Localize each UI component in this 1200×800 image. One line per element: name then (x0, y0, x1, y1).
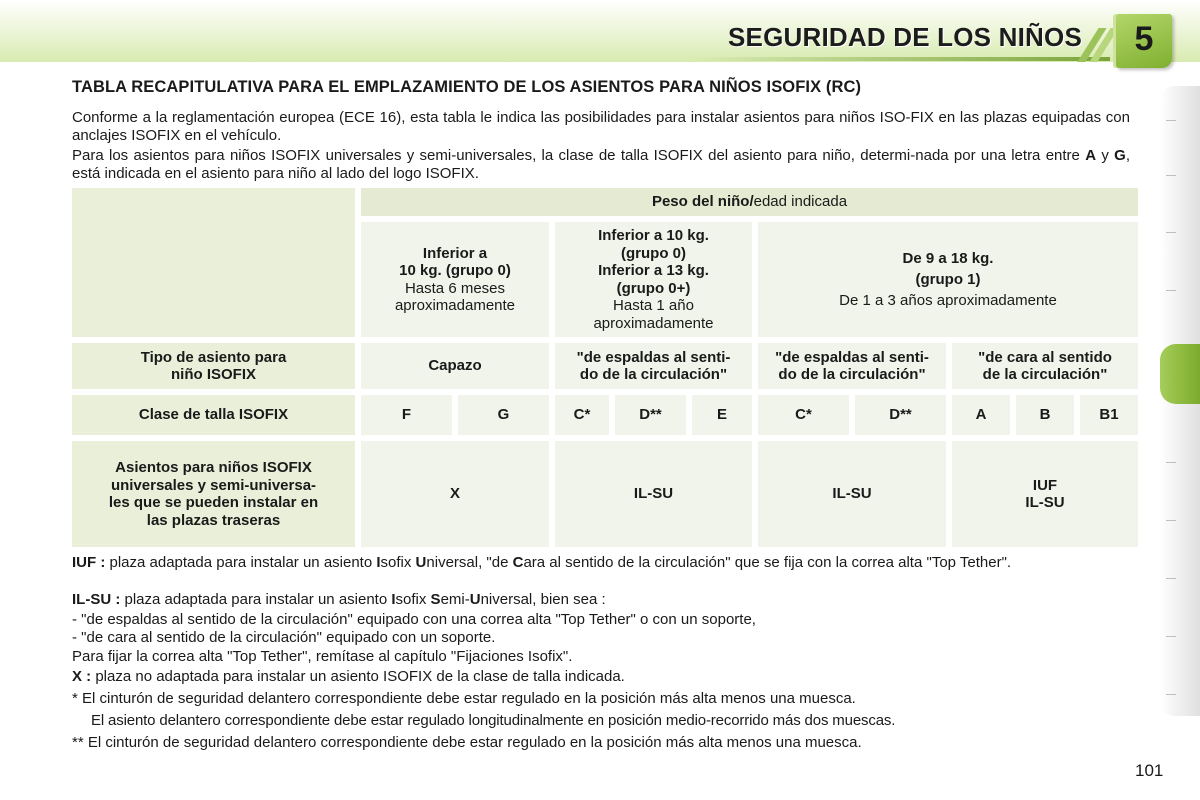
chapter-index-tick (1166, 462, 1176, 463)
text-run: sofix (395, 591, 431, 608)
text-run: A (1085, 147, 1097, 164)
chapter-index-tick (1166, 290, 1176, 291)
size-class-cell: A (952, 395, 1010, 435)
size-class-label: Clase de talla ISOFIX (72, 395, 355, 435)
cell-line: aproximadamente (593, 314, 714, 332)
cell-line: universales y semi-universa- (110, 476, 317, 494)
rear-value-cell (555, 441, 752, 547)
table-corner-cell (72, 188, 355, 337)
cell-line: Tipo de asiento para (140, 348, 287, 366)
seat-type-label (72, 343, 355, 389)
cell-line: niño ISOFIX (171, 366, 256, 383)
rear-value-cell (361, 441, 549, 547)
rear-value-cell (758, 441, 946, 547)
cell-line: Inferior a 10 kg. (598, 227, 709, 244)
text-run: IL-SU : (72, 591, 121, 608)
chapter-index-active-tab (1160, 344, 1200, 404)
text-run: sofix (380, 554, 416, 571)
cell-line: 10 kg. (grupo 0) (399, 262, 511, 279)
intro-paragraph (72, 147, 1130, 182)
text-run: emi- (440, 591, 470, 608)
chapter-index-tick (1166, 520, 1176, 521)
text-run: niversal, "de (426, 554, 513, 571)
rear-seats-label (72, 441, 355, 547)
text-run: U (415, 554, 427, 571)
text-run: plaza adaptada para instalar un asiento (105, 554, 377, 571)
text-run: Peso del niño/ (651, 193, 754, 211)
note-x (72, 668, 1130, 686)
cell-line: X (449, 485, 460, 503)
size-class-cell: D** (615, 395, 686, 435)
cell-line: Capazo (428, 357, 482, 375)
text-run: , está indicada en el asiento para niño al lado del logo ISOFIX. (72, 147, 1130, 182)
note-star: * El cinturón de seguridad delantero correspondiente debe estar regulado en la posición más alta menos una muesca. (72, 690, 856, 707)
size-class-cell: D** (855, 395, 946, 435)
chapter-index-tick (1166, 578, 1176, 579)
cell-line: IL-SU (1025, 494, 1065, 511)
cell-line: Hasta 1 año (613, 297, 694, 314)
cell-line: do de la circulación" (579, 366, 728, 383)
cell-line: de la circulación" (982, 366, 1108, 383)
chapter-number: 5 (1134, 20, 1154, 58)
size-class-cell: F (361, 395, 452, 435)
cell-line: De 9 a 18 kg. (902, 250, 994, 267)
cell-line: IL-SU (832, 485, 872, 503)
cell-line: (grupo 1) (915, 271, 981, 288)
cell-line: les que se pueden instalar en (108, 494, 319, 511)
chapter-index-tick (1166, 636, 1176, 637)
text-run: X : (72, 668, 92, 685)
weight-header (361, 188, 1138, 216)
size-class-cell: C* (758, 395, 849, 435)
cell-line: Inferior a (422, 244, 488, 262)
note-dash: - "de cara al sentido de la circulación" equipado con un soporte. (72, 629, 496, 646)
size-class-cell: B (1016, 395, 1074, 435)
cell-line: las plazas traseras (146, 511, 281, 529)
chapter-index-tick (1166, 175, 1176, 176)
text-run: G (1114, 147, 1126, 164)
cell-line: IUF (1032, 476, 1058, 494)
page-number: 101 (1135, 761, 1164, 780)
size-class-cell: C* (555, 395, 609, 435)
text-run: I (391, 591, 396, 608)
cell-line: "de cara al sentido (978, 348, 1112, 366)
text-run: I (376, 554, 381, 571)
chapter-tab (1116, 14, 1172, 68)
note-double-star: ** El cinturón de seguridad delantero correspondiente debe estar regulado en la posición más alta menos una muesca. (72, 734, 862, 751)
size-class-cell: G (458, 395, 549, 435)
cell-line: De 1 a 3 años aproximadamente (839, 292, 1057, 309)
seat-type-cell (555, 343, 752, 389)
cell-line: aproximadamente (394, 297, 516, 314)
isofix-table (66, 182, 1144, 553)
rear-value-cell (952, 441, 1138, 547)
seat-type-cell (952, 343, 1138, 389)
size-class-cell: E (692, 395, 752, 435)
note-star-continued: El asiento delantero correspondiente debe estar regulado longitudinalmente en posición medio-recorrido más dos muescas. (91, 712, 896, 729)
group-0-cell (361, 222, 549, 337)
seat-type-cell (361, 343, 549, 389)
cell-line: Asientos para niños ISOFIX (115, 459, 312, 476)
cell-line: do de la circulación" (778, 366, 926, 383)
cell-line: IL-SU (633, 485, 674, 503)
intro-paragraph: Conforme a la reglamentación europea (ECE 16), esta tabla le indica las posibilidades para instalar asientos para niños ISO-FIX en las plazas equipadas con anclajes ISOFIX en el vehículo. (72, 109, 1130, 144)
note-iuf (72, 554, 1130, 572)
cell-line: "de espaldas al senti- (576, 348, 731, 366)
seat-type-cell (758, 343, 946, 389)
cell-line: Inferior a 13 kg. (598, 262, 709, 279)
text-run: IUF : (72, 554, 106, 571)
text-run: plaza no adaptada para instalar un asiento ISOFIX de la clase de talla indicada. (91, 668, 625, 685)
section-heading: TABLA RECAPITULATIVA PARA EL EMPLAZAMIENTO DE LOS ASIENTOS PARA NIÑOS ISOFIX (RC) (72, 78, 862, 96)
note-ilsu (72, 591, 1130, 609)
cell-line: (grupo 0+) (616, 279, 691, 297)
text-run: Para los asientos para niños ISOFIX universales y semi-universales, la clase de talla ISOFIX del asiento para niño, determi-nada por una letra entre (72, 147, 1086, 164)
cell-line: Hasta 6 meses (404, 279, 506, 297)
group-0plus-cell (555, 222, 752, 337)
note-dash: - "de espaldas al sentido de la circulación" equipado con una correa alta "Top Tether" o con un soporte, (72, 611, 756, 628)
text-run: niversal, bien sea : (480, 591, 606, 608)
text-run: U (469, 591, 481, 608)
group-1-cell (758, 222, 1138, 337)
text-run: plaza adaptada para instalar un asiento (120, 591, 392, 608)
page-title: SEGURIDAD DE LOS NIÑOS (728, 22, 1082, 52)
cell-line: (grupo 0) (621, 244, 686, 262)
text-run: S (430, 591, 441, 608)
note-fixing: Para fijar la correa alta "Top Tether", remítase al capítulo "Fijaciones Isofix". (72, 648, 573, 665)
text-run: C (512, 554, 524, 571)
cell-line: "de espaldas al senti- (775, 348, 929, 366)
text-run: edad indicada (753, 193, 848, 211)
chapter-index-tick (1166, 232, 1176, 233)
text-run: y (1096, 147, 1115, 164)
chapter-index-tick (1166, 120, 1176, 121)
size-class-cell: B1 (1080, 395, 1138, 435)
chapter-index-tick (1166, 694, 1176, 695)
text-run: ara al sentido de la circulación" que se fija con la correa alta "Top Tether". (523, 554, 1012, 571)
header-rule (690, 57, 1110, 61)
